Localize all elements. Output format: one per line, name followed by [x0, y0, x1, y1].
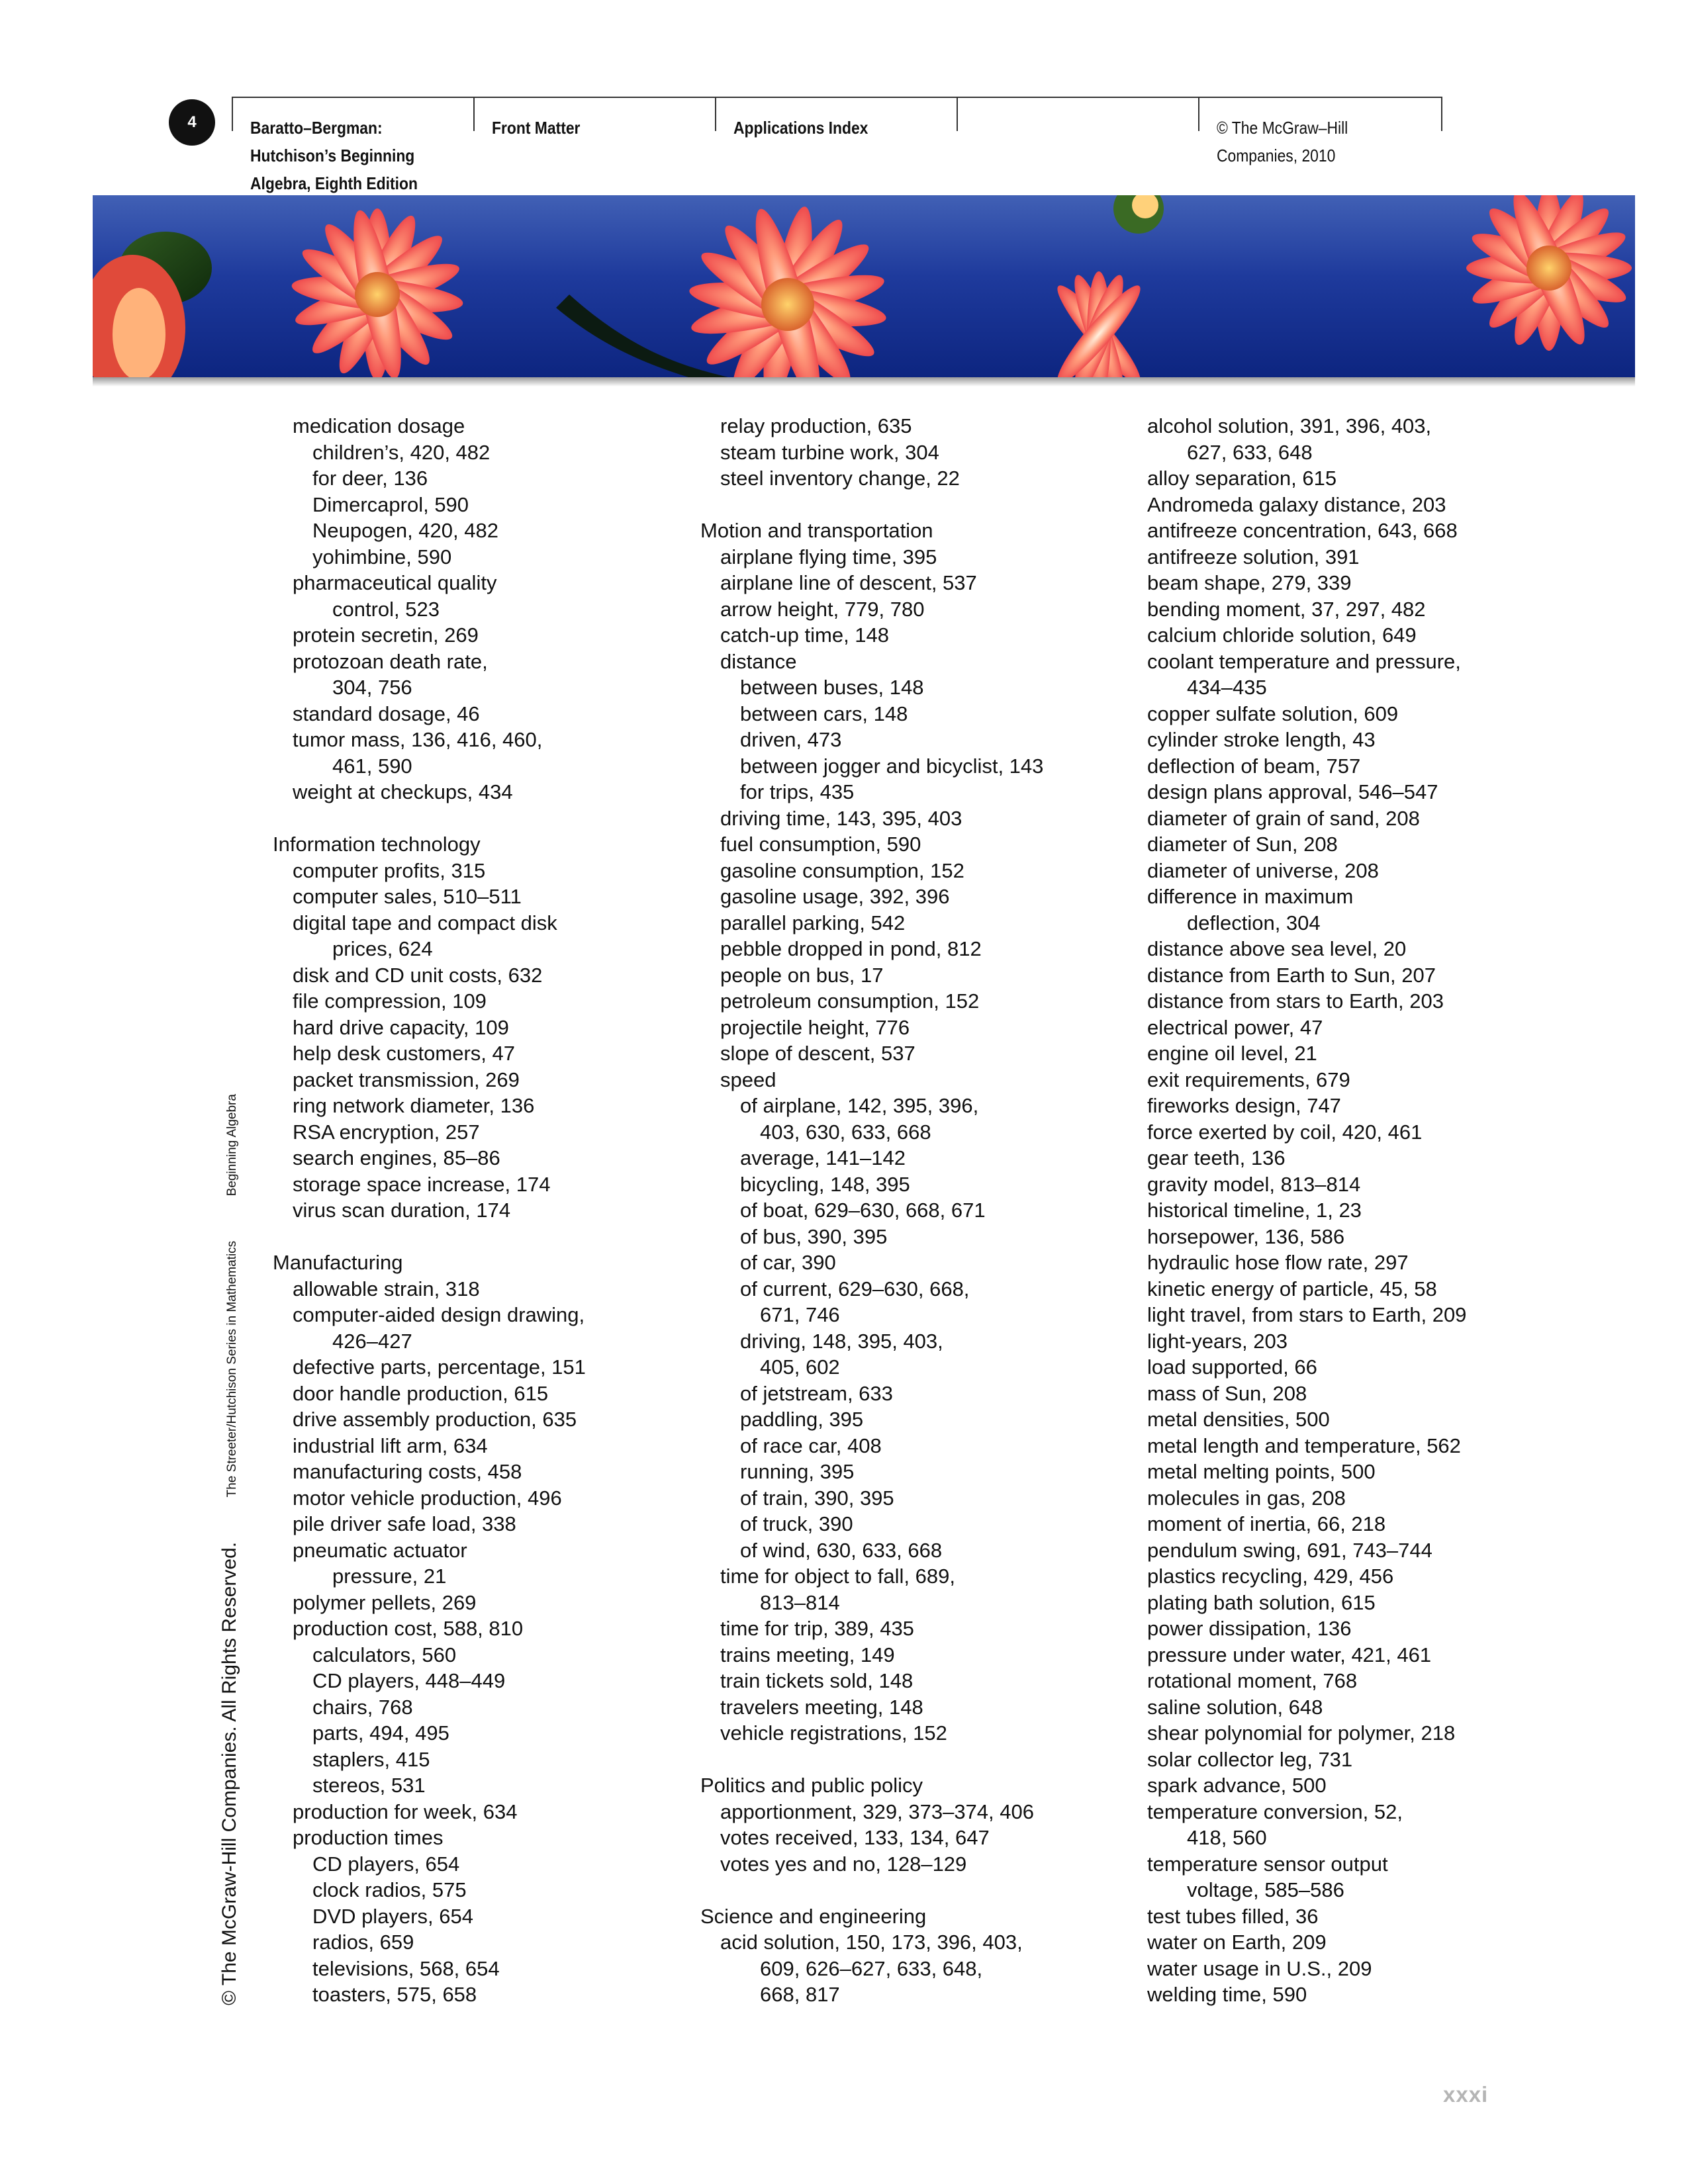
- index-entry: chairs, 768: [312, 1695, 413, 1719]
- index-entry: voltage, 585–586: [1187, 1878, 1344, 1901]
- index-entry: door handle production, 615: [293, 1381, 549, 1405]
- index-entry: pile driver safe load, 338: [293, 1512, 516, 1535]
- index-entry: difference in maximum: [1147, 885, 1354, 908]
- index-entry: virus scan duration, 174: [293, 1199, 511, 1222]
- index-entry: distance from Earth to Sun, 207: [1147, 963, 1436, 987]
- index-entry: metal melting points, 500: [1147, 1460, 1376, 1483]
- index-heading: Science and engineering: [700, 1904, 927, 1928]
- index-entry: saline solution, 648: [1147, 1695, 1323, 1719]
- index-entry: relay production, 635: [720, 414, 912, 437]
- index-entry: of airplane, 142, 395, 396,: [740, 1094, 979, 1117]
- index-entry: driving, 148, 395, 403,: [740, 1329, 943, 1353]
- index-entry: stereos, 531: [312, 1774, 426, 1797]
- index-entry: allowable strain, 318: [293, 1277, 480, 1300]
- index-entry: for trips, 435: [740, 780, 855, 803]
- index-entry: 609, 626–627, 633, 648,: [760, 1956, 983, 1980]
- index-entry: paddling, 395: [740, 1408, 864, 1431]
- header-cell-blank: [957, 97, 1199, 131]
- index-entry: calculators, 560: [312, 1643, 457, 1666]
- index-entry: 671, 746: [760, 1303, 840, 1326]
- index-spacer: [273, 805, 723, 832]
- index-column-3: [1127, 413, 1577, 2008]
- index-entry: cylinder stroke length, 43: [1147, 728, 1376, 751]
- running-header: [232, 97, 1443, 196]
- index-entry: alloy separation, 615: [1147, 467, 1337, 490]
- index-entry: pendulum swing, 691, 743–744: [1147, 1538, 1432, 1562]
- index-entry: digital tape and compact disk: [293, 911, 557, 934]
- index-entry: load supported, 66: [1147, 1355, 1317, 1379]
- header-copyright-line-2: Companies, 2010: [1217, 146, 1336, 165]
- index-entry: water on Earth, 209: [1147, 1931, 1327, 1954]
- vertical-side-text: [218, 1094, 241, 2005]
- index-entry: computer-aided design drawing,: [293, 1303, 585, 1326]
- index-entry: pressure, 21: [332, 1565, 447, 1588]
- side-book: Beginning Algebra: [225, 1094, 239, 1197]
- index-entry: medication dosage: [293, 414, 465, 437]
- header-copyright-line-1: © The McGraw–Hill: [1217, 118, 1348, 138]
- index-entry: of boat, 629–630, 668, 671: [740, 1199, 986, 1222]
- index-heading: Information technology: [273, 833, 481, 856]
- index-entry: plating bath solution, 615: [1147, 1590, 1376, 1614]
- index-entry: arrow height, 779, 780: [720, 597, 925, 621]
- index-entry: distance from stars to Earth, 203: [1147, 989, 1444, 1013]
- index-entry: 418, 560: [1187, 1826, 1267, 1849]
- index-entry: travelers meeting, 148: [720, 1695, 923, 1719]
- index-entry: spark advance, 500: [1147, 1774, 1327, 1797]
- header-book-title: [250, 114, 418, 197]
- index-entry: parts, 494, 495: [312, 1721, 449, 1745]
- index-entry: antifreeze concentration, 643, 668: [1147, 519, 1458, 542]
- index-entry: light-years, 203: [1147, 1329, 1288, 1353]
- index-entry: time for trip, 389, 435: [720, 1617, 914, 1640]
- index-entry: RSA encryption, 257: [293, 1120, 480, 1144]
- index-entry: 668, 817: [760, 1983, 840, 2006]
- index-entry: antifreeze solution, 391: [1147, 545, 1360, 569]
- index-entry: power dissipation, 136: [1147, 1617, 1352, 1640]
- index-entry: 405, 602: [760, 1355, 840, 1379]
- index-entry: standard dosage, 46: [293, 702, 480, 725]
- index-entry: pressure under water, 421, 461: [1147, 1643, 1432, 1666]
- index-entry: DVD players, 654: [312, 1904, 473, 1928]
- index-heading: Politics and public policy: [700, 1774, 923, 1797]
- index-entry: distance above sea level, 20: [1147, 937, 1407, 960]
- index-column-2: [700, 413, 1150, 2008]
- page-folio: xxxi: [1443, 2082, 1489, 2107]
- side-copyright: © The McGraw-Hill Companies. All Rights Reserved.: [218, 1541, 240, 2005]
- index-entry: radios, 659: [312, 1931, 414, 1954]
- index-entry: diameter of universe, 208: [1147, 858, 1379, 882]
- index-entry: mass of Sun, 208: [1147, 1381, 1307, 1405]
- index-entry: production for week, 634: [293, 1799, 518, 1823]
- index-entry: airplane flying time, 395: [720, 545, 937, 569]
- index-entry: 461, 590: [332, 754, 412, 778]
- index-entry: gasoline consumption, 152: [720, 858, 964, 882]
- index-entry: between cars, 148: [740, 702, 908, 725]
- index-entry: 627, 633, 648: [1187, 440, 1313, 464]
- flower-banner-artwork: [93, 195, 1635, 377]
- index-heading: Manufacturing: [273, 1251, 403, 1274]
- index-entry: computer sales, 510–511: [293, 885, 522, 908]
- index-entry: train tickets sold, 148: [720, 1669, 914, 1692]
- index-entry: deflection of beam, 757: [1147, 754, 1361, 778]
- header-book-line-3: Algebra, Eighth Edition: [250, 173, 418, 193]
- index-spacer: [273, 1224, 723, 1250]
- index-entry: airplane line of descent, 537: [720, 571, 977, 594]
- index-entry: Dimercaprol, 590: [312, 492, 469, 516]
- index-entry: fuel consumption, 590: [720, 833, 921, 856]
- index-entry: exit requirements, 679: [1147, 1068, 1350, 1091]
- index-entry: manufacturing costs, 458: [293, 1460, 522, 1483]
- index-entry: projectile height, 776: [720, 1015, 910, 1039]
- index-entry: calcium chloride solution, 649: [1147, 623, 1417, 647]
- index-entry: of race car, 408: [740, 1433, 882, 1457]
- index-entry: defective parts, percentage, 151: [293, 1355, 586, 1379]
- index-entry: catch-up time, 148: [720, 623, 890, 647]
- index-entry: parallel parking, 542: [720, 911, 906, 934]
- index-entry: children’s, 420, 482: [312, 440, 491, 464]
- index-entry: of bus, 390, 395: [740, 1224, 888, 1248]
- header-copyright: [1217, 114, 1348, 169]
- index-entry: apportionment, 329, 373–374, 406: [720, 1799, 1034, 1823]
- index-entry: light travel, from stars to Earth, 209: [1147, 1303, 1467, 1326]
- index-entry: average, 141–142: [740, 1146, 906, 1169]
- index-entry: diameter of Sun, 208: [1147, 833, 1338, 856]
- index-entry: industrial lift arm, 634: [293, 1433, 488, 1457]
- index-entry: shear polynomial for polymer, 218: [1147, 1721, 1456, 1745]
- index-entry: molecules in gas, 208: [1147, 1486, 1346, 1510]
- index-entry: distance: [720, 649, 797, 673]
- index-entry: gravity model, 813–814: [1147, 1172, 1361, 1196]
- index-entry: driving time, 143, 395, 403: [720, 806, 962, 830]
- index-entry: votes received, 133, 134, 647: [720, 1826, 990, 1849]
- index-entry: polymer pellets, 269: [293, 1590, 477, 1614]
- index-entry: clock radios, 575: [312, 1878, 467, 1901]
- index-entry: 304, 756: [332, 676, 412, 699]
- index-entry: prices, 624: [332, 937, 433, 960]
- index-entry: metal densities, 500: [1147, 1408, 1330, 1431]
- index-entry: trains meeting, 149: [720, 1643, 895, 1666]
- index-entry: toasters, 575, 658: [312, 1983, 477, 2006]
- banner-shadow: [93, 377, 1635, 387]
- index-entry: driven, 473: [740, 728, 842, 751]
- header-cell-section: [473, 97, 716, 138]
- index-entry: deflection, 304: [1187, 911, 1321, 934]
- index-entry: engine oil level, 21: [1147, 1042, 1317, 1065]
- index-entry: of train, 390, 395: [740, 1486, 894, 1510]
- index-entry: horsepower, 136, 586: [1147, 1224, 1345, 1248]
- index-entry: Andromeda galaxy distance, 203: [1147, 492, 1446, 516]
- index-entry: moment of inertia, 66, 218: [1147, 1512, 1386, 1535]
- index-entry: people on bus, 17: [720, 963, 884, 987]
- index-entry: steel inventory change, 22: [720, 467, 960, 490]
- header-book-line-2: Hutchison’s Beginning: [250, 146, 415, 165]
- index-entry: 434–435: [1187, 676, 1267, 699]
- index-spacer: [700, 1747, 1150, 1773]
- index-entry: of jetstream, 633: [740, 1381, 893, 1405]
- index-heading: Motion and transportation: [700, 519, 933, 542]
- index-entry: historical timeline, 1, 23: [1147, 1199, 1362, 1222]
- index-column-1: [273, 413, 723, 2008]
- index-entry: beam shape, 279, 339: [1147, 571, 1352, 594]
- header-cell-book: [232, 97, 475, 193]
- index-entry: help desk customers, 47: [293, 1042, 516, 1065]
- index-entry: CD players, 654: [312, 1852, 460, 1876]
- index-entry: pebble dropped in pond, 812: [720, 937, 982, 960]
- index-entry: production cost, 588, 810: [293, 1617, 524, 1640]
- index-entry: disk and CD unit costs, 632: [293, 963, 543, 987]
- index-entry: CD players, 448–449: [312, 1669, 506, 1692]
- index-entry: bending moment, 37, 297, 482: [1147, 597, 1426, 621]
- index-entry: staplers, 415: [312, 1747, 430, 1771]
- index-entry: bicycling, 148, 395: [740, 1172, 910, 1196]
- index-entry: slope of descent, 537: [720, 1042, 915, 1065]
- index-entry: welding time, 590: [1147, 1983, 1307, 2006]
- index-entry: of truck, 390: [740, 1512, 853, 1535]
- index-entry: rotational moment, 768: [1147, 1669, 1358, 1692]
- index-entry: motor vehicle production, 496: [293, 1486, 562, 1510]
- index-entry: between buses, 148: [740, 676, 924, 699]
- index-entry: alcohol solution, 391, 396, 403,: [1147, 414, 1432, 437]
- index-entry: temperature conversion, 52,: [1147, 1799, 1403, 1823]
- index-entry: packet transmission, 269: [293, 1068, 520, 1091]
- index-entry: metal length and temperature, 562: [1147, 1433, 1461, 1457]
- index-entry: hard drive capacity, 109: [293, 1015, 509, 1039]
- index-entry: search engines, 85–86: [293, 1146, 500, 1169]
- index-entry: force exerted by coil, 420, 461: [1147, 1120, 1423, 1144]
- index-entry: tumor mass, 136, 416, 460,: [293, 728, 543, 751]
- index-entry: Neupogen, 420, 482: [312, 519, 498, 542]
- index-entry: production times: [293, 1826, 444, 1849]
- index-spacer: [700, 1877, 1150, 1903]
- index-entry: solar collector leg, 731: [1147, 1747, 1353, 1771]
- header-cell-copyright: [1198, 97, 1442, 165]
- flower-banner-image: [93, 195, 1635, 377]
- index-entry: copper sulfate solution, 609: [1147, 702, 1399, 725]
- index-entry: televisions, 568, 654: [312, 1956, 500, 1980]
- index-entry: file compression, 109: [293, 989, 487, 1013]
- index-entry: protozoan death rate,: [293, 649, 488, 673]
- header-book-line-1: Baratto–Bergman:: [250, 118, 383, 138]
- index-entry: water usage in U.S., 209: [1147, 1956, 1372, 1980]
- index-entry: drive assembly production, 635: [293, 1408, 577, 1431]
- index-entry: gasoline usage, 392, 396: [720, 885, 950, 908]
- side-series: The Streeter/Hutchison Series in Mathematics: [225, 1240, 239, 1498]
- index-entry: plastics recycling, 429, 456: [1147, 1565, 1394, 1588]
- index-entry: time for object to fall, 689,: [720, 1565, 955, 1588]
- index-entry: pneumatic actuator: [293, 1538, 467, 1562]
- index-spacer: [700, 492, 1150, 518]
- index-entry: design plans approval, 546–547: [1147, 780, 1438, 803]
- index-entry: for deer, 136: [312, 467, 428, 490]
- index-entry: fireworks design, 747: [1147, 1094, 1341, 1117]
- header-cell-chapter: [715, 97, 958, 138]
- index-entry: electrical power, 47: [1147, 1015, 1323, 1039]
- index-entry: 813–814: [760, 1590, 840, 1614]
- index-entry: running, 395: [740, 1460, 855, 1483]
- index-entry: 403, 630, 633, 668: [760, 1120, 931, 1144]
- index-entry: 426–427: [332, 1329, 412, 1353]
- index-entry: of wind, 630, 633, 668: [740, 1538, 943, 1562]
- index-entry: ring network diameter, 136: [293, 1094, 535, 1117]
- index-entry: storage space increase, 174: [293, 1172, 551, 1196]
- page-number-badge: 4: [169, 99, 215, 146]
- index-entry: yohimbine, 590: [312, 545, 452, 569]
- index-entry: temperature sensor output: [1147, 1852, 1388, 1876]
- index-entry: protein secretin, 269: [293, 623, 479, 647]
- index-entry: of current, 629–630, 668,: [740, 1277, 970, 1300]
- header-chapter: Applications Index: [733, 118, 868, 138]
- index-entry: votes yes and no, 128–129: [720, 1852, 967, 1876]
- index-entry: speed: [720, 1068, 776, 1091]
- index-entry: coolant temperature and pressure,: [1147, 649, 1461, 673]
- index-entry: weight at checkups, 434: [293, 780, 513, 803]
- index-entry: gear teeth, 136: [1147, 1146, 1286, 1169]
- index-entry: petroleum consumption, 152: [720, 989, 980, 1013]
- index-entry: between jogger and bicyclist, 143: [740, 754, 1044, 778]
- index-entry: steam turbine work, 304: [720, 440, 939, 464]
- index-entry: control, 523: [332, 597, 440, 621]
- index-entry: pharmaceutical quality: [293, 571, 497, 594]
- index-entry: hydraulic hose flow rate, 297: [1147, 1251, 1409, 1274]
- header-section: Front Matter: [492, 118, 581, 138]
- index-entry: kinetic energy of particle, 45, 58: [1147, 1277, 1437, 1300]
- index-entry: vehicle registrations, 152: [720, 1721, 947, 1745]
- index-entry: of car, 390: [740, 1251, 836, 1274]
- index-entry: test tubes filled, 36: [1147, 1904, 1319, 1928]
- index-entry: computer profits, 315: [293, 858, 486, 882]
- index-entry: diameter of grain of sand, 208: [1147, 806, 1420, 830]
- index-entry: acid solution, 150, 173, 396, 403,: [720, 1931, 1023, 1954]
